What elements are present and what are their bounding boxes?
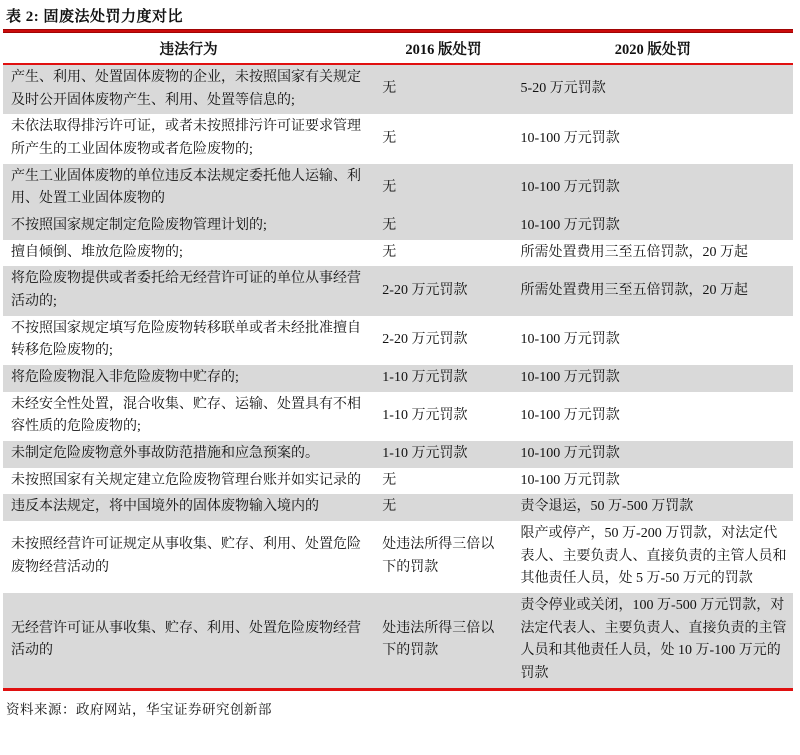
penalty-2016-cell: 处违法所得三倍以下的罚款: [374, 593, 512, 688]
penalty-2016-cell: 处违法所得三倍以下的罚款: [382, 537, 495, 576]
table-row: [3, 114, 793, 163]
table-header-row: [3, 33, 793, 64]
table-row: [3, 392, 793, 441]
violation-cell: 无经营许可证从事收集、贮存、利用、处置危险废物经营活动的: [3, 593, 374, 688]
penalty-2020-cell: 责令停业或关闭，100 万-500 万元罚款，对法定代表人、主要负责人、直接负责的主管人员和其他责任人员，处 10 万-100 万元的罚款: [513, 593, 793, 688]
penalty-2016-cell: 无: [382, 472, 397, 488]
table-row: [3, 266, 793, 315]
violation-cell: 将危险废物混入非危险废物中贮存的;: [3, 365, 374, 392]
table-row: [3, 521, 793, 593]
penalty-2020-cell: 所需处置费用三至五倍罚款，20 万起: [513, 266, 793, 315]
penalty-2020-cell: 10-100 万元罚款: [513, 164, 793, 213]
violation-cell: 未按照国家有关规定建立危险废物管理台账并如实记录的: [11, 472, 361, 488]
penalty-2020-cell: 10-100 万元罚款: [513, 365, 793, 392]
table-row: [3, 441, 793, 468]
column-header-2020-penalty: 2020 版处罚: [513, 33, 793, 64]
penalty-2020-cell: 责令退运，50 万-500 万罚款: [513, 494, 793, 521]
table-body: [3, 64, 793, 688]
penalty-2020-cell: 所需处置费用三至五倍罚款，20 万起: [520, 244, 749, 260]
penalty-2020-cell: 限产或停产，50 万-200 万罚款，对法定代表人、主要负责人、直接负责的主管人员和其他责任人员，处 5 万-50 万元的罚款: [520, 526, 787, 587]
violation-cell: 未制定危险废物意外事故防范措施和应急预案的。: [3, 441, 374, 468]
penalty-2020-cell: 10-100 万元罚款: [520, 472, 620, 488]
violation-cell: 不按照国家规定填写危险废物转移联单或者未经批准擅自转移危险废物的;: [11, 320, 361, 359]
violation-cell: 违反本法规定，将中国境外的固体废物输入境内的: [3, 494, 374, 521]
penalty-2016-cell: 2-20 万元罚款: [382, 332, 468, 348]
table-row: [3, 164, 793, 213]
penalty-2016-cell: 1-10 万元罚款: [374, 365, 512, 392]
penalty-2020-cell: 10-100 万元罚款: [513, 441, 793, 468]
table-row: [3, 316, 793, 365]
penalty-2016-cell: 1-10 万元罚款: [374, 441, 512, 468]
penalty-2016-cell: 无: [374, 64, 512, 114]
violation-cell: 未按照经营许可证规定从事收集、贮存、利用、处置危险废物经营活动的: [11, 537, 361, 576]
penalty-2016-cell: 无: [374, 164, 512, 213]
column-header-violation: 违法行为: [3, 33, 374, 64]
penalty-2016-cell: 无: [374, 213, 512, 240]
penalty-2020-cell: 10-100 万元罚款: [520, 408, 620, 424]
table-row: [3, 468, 793, 495]
violation-cell: 未依法取得排污许可证，或者未按照排污许可证要求管理所产生的工业固体废物或者危险废物的;: [11, 119, 361, 158]
violation-cell: 产生、利用、处置固体废物的企业，未按照国家有关规定及时公开固体废物产生、利用、处置等信息的;: [3, 64, 374, 114]
penalty-2016-cell: 1-10 万元罚款: [382, 408, 468, 424]
table-row: [3, 494, 793, 521]
violation-cell: 不按照国家规定制定危险废物管理计划的;: [3, 213, 374, 240]
violation-cell: 擅自倾倒、堆放危险废物的;: [11, 244, 183, 260]
penalty-2016-cell: 无: [382, 130, 397, 146]
penalty-2020-cell: 10-100 万元罚款: [520, 332, 620, 348]
table-row: [3, 64, 793, 114]
penalty-2016-cell: 2-20 万元罚款: [374, 266, 512, 315]
table-row: [3, 593, 793, 688]
table-row: [3, 365, 793, 392]
source-note: 资料来源：政府网站，华宝证券研究创新部: [6, 701, 272, 717]
penalty-2020-cell: 10-100 万元罚款: [513, 213, 793, 240]
table-header: [3, 33, 793, 64]
penalty-2020-cell: 10-100 万元罚款: [520, 130, 620, 146]
column-header-2016-penalty: 2016 版处罚: [374, 33, 512, 64]
violation-cell: 未经安全性处置，混合收集、贮存、运输、处置具有不相容性质的危险废物的;: [11, 396, 361, 435]
penalty-2016-cell: 无: [382, 244, 397, 260]
violation-cell: 产生工业固体废物的单位违反本法规定委托他人运输、利用、处置工业固体废物的: [3, 164, 374, 213]
table-row: [3, 213, 793, 240]
penalty-comparison-table: [3, 33, 793, 688]
penalty-2020-cell: 5-20 万元罚款: [513, 64, 793, 114]
violation-cell: 将危险废物提供或者委托给无经营许可证的单位从事经营活动的;: [3, 266, 374, 315]
penalty-2016-cell: 无: [374, 494, 512, 521]
table-row: [3, 240, 793, 267]
table-title: 表 2: 固废法处罚力度对比: [6, 9, 183, 25]
